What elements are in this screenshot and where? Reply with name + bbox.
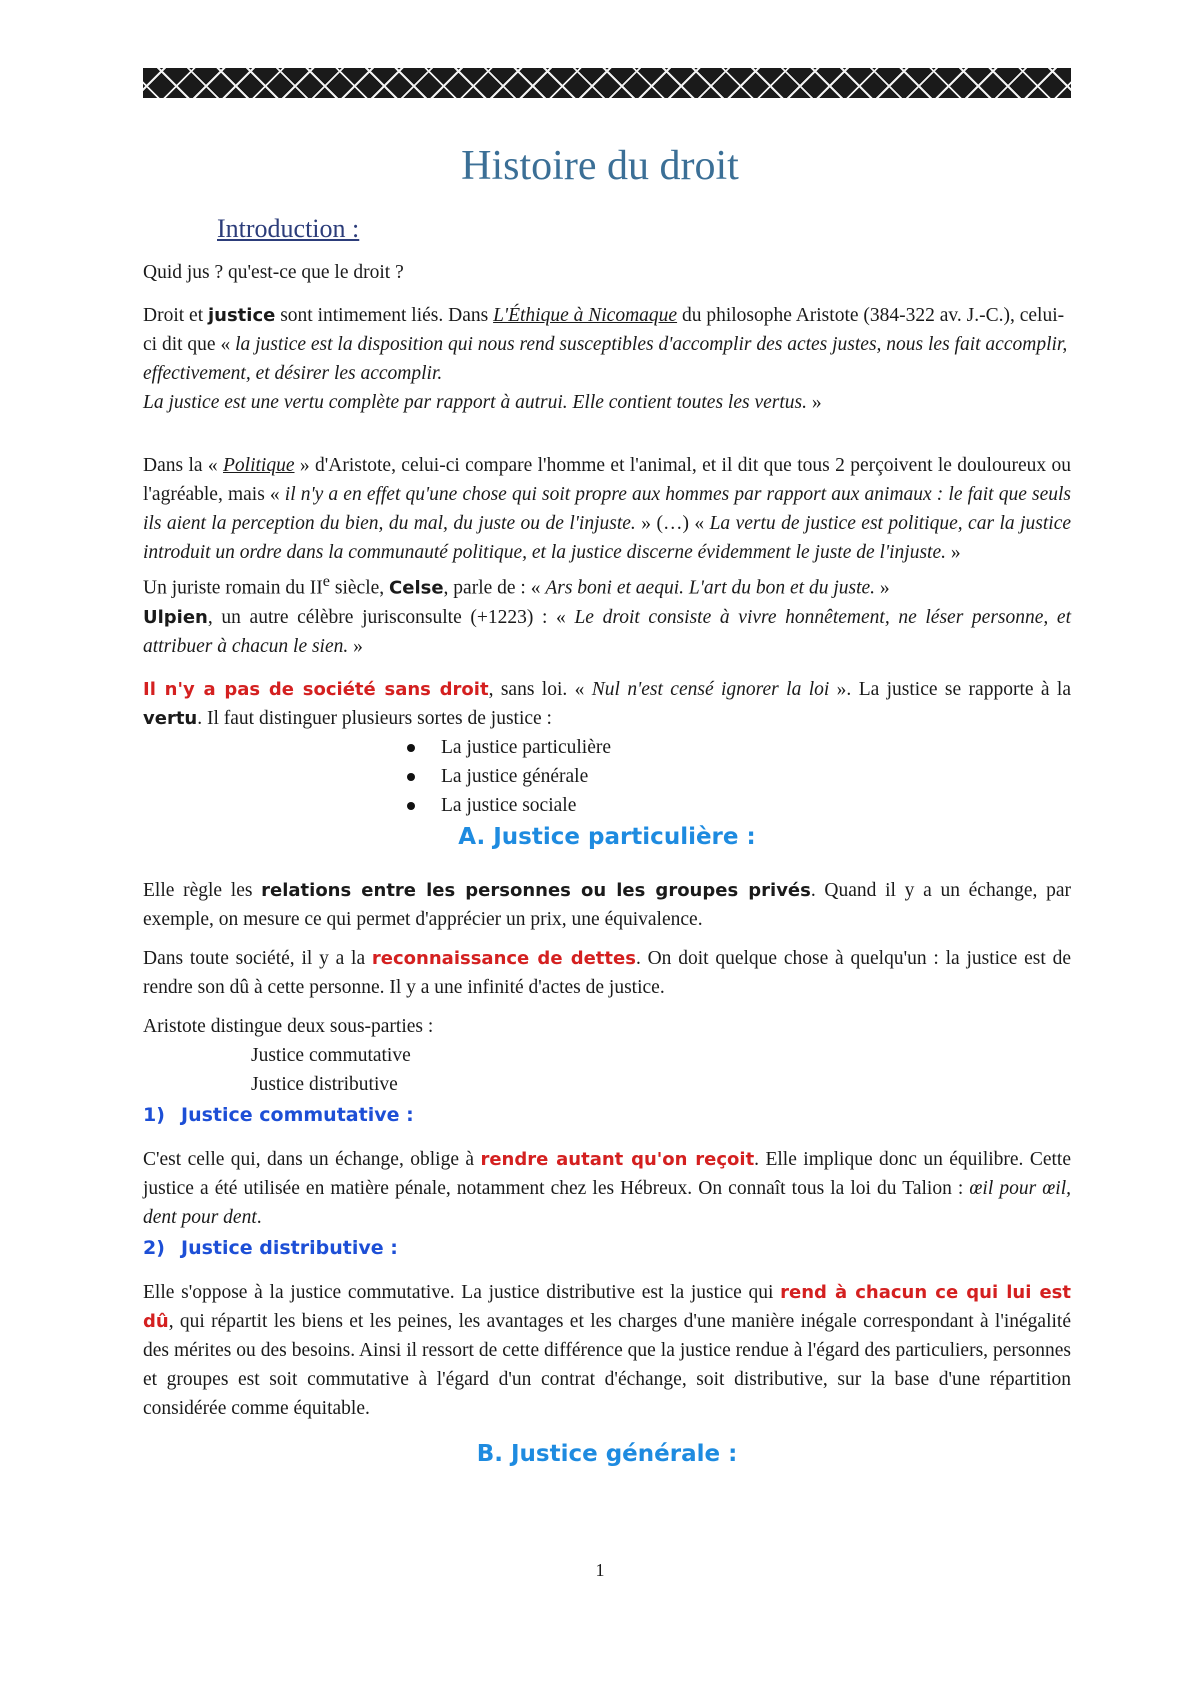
subsection-label: Justice commutative : (181, 1103, 414, 1126)
text: Un juriste romain du II (143, 577, 323, 599)
text: . Il faut distinguer plusieurs sortes de justice : (197, 707, 552, 729)
text: , un autre célèbre jurisconsulte (+1223) : « (207, 606, 575, 628)
bold-text: vertu (143, 707, 198, 729)
subsection-heading-distributive (143, 1232, 1071, 1264)
text: » (…) « (635, 513, 710, 534)
text: Elle règle les (143, 879, 262, 901)
quote-text: la justice est la disposition qui nous rend susceptibles d'accomplir des actes justes, nous les fait accomplir, effectivement, et désirer les accomplir. (143, 334, 1068, 384)
paragraph-politique (143, 451, 1071, 567)
text: du philosophe Aristote (384-322 av. J.-C.), celui-ci dit que « (143, 305, 1065, 355)
text: » (348, 635, 363, 657)
quote-text: Nul n'est censé ignorer la loi (591, 678, 830, 700)
sub-part-item: Justice commutative (251, 1044, 411, 1066)
quote-text: œil pour œil, dent pour dent (143, 1177, 1071, 1228)
text: » (946, 542, 961, 563)
section-heading-b: B. Justice générale : (476, 1440, 738, 1467)
highlight-text: rendre autant qu'on reçoit (480, 1148, 755, 1170)
text: . (256, 1206, 262, 1228)
text: . On doit quelque chose à quelqu'un : la justice est de rendre son dû à cette personne. Il y a une infinité d'actes de justice. (143, 947, 1071, 998)
paragraph-droit-justice (143, 301, 1071, 417)
quote-text: Ars boni et aequi. L'art du bon et du juste. (545, 577, 876, 599)
text: C'est celle qui, dans un échange, oblige à (143, 1148, 481, 1170)
list-item: La justice particulière (441, 733, 1071, 762)
document-body (143, 212, 1071, 1471)
list-item: La justice sociale (441, 791, 1071, 820)
paragraph-quid-jus: Quid jus ? qu'est-ce que le droit ? (143, 262, 404, 283)
bold-text: justice (207, 305, 276, 326)
text: . Quand il y a un échange, par exemple, on mesure ce qui permet d'apprécier un prix, une équivalence. (143, 879, 1071, 930)
text: ». La justice se rapporte à la (829, 678, 1072, 700)
paragraph-a3: Aristote distingue deux sous-parties : (143, 1015, 434, 1037)
quote-text: Le droit consiste à vivre honnêtement, ne léser personne, et attribuer à chacun le sien. (143, 606, 1072, 657)
book-title: Politique (223, 455, 295, 476)
paragraph-a2 (143, 944, 1071, 1002)
bold-text: relations entre les personnes ou les groupes privés (261, 879, 811, 901)
highlight-text: rend à chacun ce qui lui est dû (143, 1281, 1071, 1332)
text: siècle, (330, 577, 390, 599)
subsection-number: 1) (143, 1103, 165, 1126)
text: Dans la « (143, 455, 223, 476)
subsection-label: Justice distributive : (181, 1236, 398, 1259)
text: » (806, 392, 822, 413)
text: » (875, 577, 890, 599)
quote-text: La justice est une vertu complète par rapport à autrui. Elle contient toutes les vertus. (143, 392, 807, 413)
text: , sans loi. « (488, 678, 592, 700)
text: » d'Aristote, celui-ci compare l'homme et l'animal, et il dit que tous 2 perçoivent le douloureux ou l'agréable, mais « (143, 455, 1071, 505)
text: , qui répartit les biens et les peines, les avantages et les charges d'une manière inégale correspondant à l'inégalité des mérites ou des besoins. Ainsi il ressort de cette différence que la justice rendue à l'égard des particuliers, personnes et groupes est soit commutative à l'égard d'un contrat d'échange, soit distributive, sur la base d'une répartition considérée comme équitable. (143, 1310, 1071, 1419)
text: . Elle implique donc un équilibre. Cette justice a été utilisée en matière pénale, notamment chez les Hébreux. On connaît tous la loi du Talion : (143, 1148, 1071, 1199)
section-heading-a: A. Justice particulière : (458, 823, 756, 850)
paragraph-a1 (143, 876, 1071, 934)
paragraph-ulpien (143, 603, 1071, 661)
decorative-banner (143, 68, 1071, 98)
subsection-number: 2) (143, 1236, 165, 1259)
paragraph-societe (143, 675, 1071, 733)
page-title: Histoire du droit (461, 143, 739, 189)
introduction-heading: Introduction : (217, 214, 360, 243)
quote-text: il n'y a en effet qu'une chose qui soit propre aux hommes par rapport aux animaux : le fait que seuls ils aient la perception du bien, du mal, du juste ou de l'injuste. (143, 484, 1071, 534)
subsection-heading-commutative (143, 1099, 1071, 1131)
book-title: L'Éthique à Nicomaque (493, 305, 678, 326)
highlight-text: reconnaissance de dettes (371, 947, 636, 969)
list-item: La justice générale (441, 762, 1071, 791)
bold-text: Ulpien (143, 606, 208, 628)
text: sont intimement liés. Dans (275, 305, 494, 326)
page-number: 1 (595, 1560, 605, 1580)
quote-text: La vertu de justice est politique, car la justice introduit un ordre dans la communauté politique, et la justice discerne évidemment le juste de l'injuste. (143, 513, 1071, 563)
sub-part-item: Justice distributive (251, 1073, 398, 1095)
highlight-text: Il n'y a pas de société sans droit (143, 678, 489, 700)
justice-types-list (143, 733, 1071, 820)
paragraph-distributive (143, 1278, 1071, 1423)
paragraph-commutative (143, 1145, 1071, 1232)
superscript: e (322, 572, 331, 590)
paragraph-celse (143, 567, 1071, 603)
text: Elle s'oppose à la justice commutative. La justice distributive est la justice qui (143, 1281, 781, 1303)
text: Dans toute société, il y a la (143, 947, 372, 969)
text: , parle de : « (443, 577, 546, 599)
text: Droit et (143, 305, 208, 326)
bold-text: Celse (389, 577, 444, 599)
